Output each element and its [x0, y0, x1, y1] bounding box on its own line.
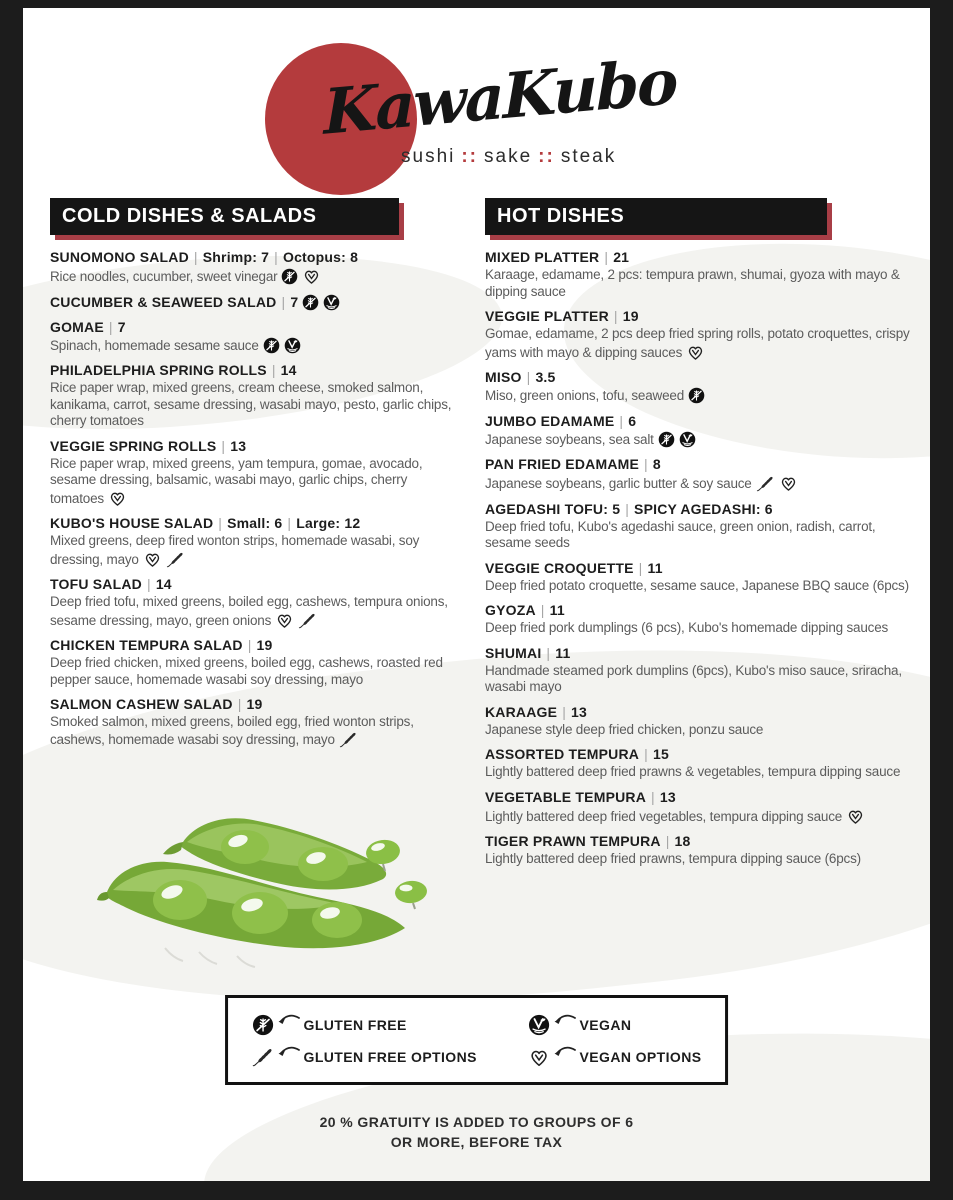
- menu-item: [485, 369, 915, 405]
- item-price: 11: [647, 559, 663, 576]
- title-pipe-separator: |: [193, 249, 198, 265]
- item-title: [50, 362, 462, 379]
- title-pipe-separator: |: [526, 369, 531, 385]
- gluten-free-icon: [263, 337, 280, 354]
- item-price: 11: [549, 602, 565, 618]
- item-price: 21: [613, 249, 630, 265]
- item-title: [50, 438, 462, 455]
- item-price: Small: 6: [227, 515, 283, 531]
- menu-item: [485, 560, 915, 595]
- menu-item: [485, 456, 915, 493]
- vegan-icon: [528, 1014, 550, 1036]
- item-description: Lightly battered deep fried prawns, tempura dipping sauce (6pcs): [485, 851, 861, 866]
- menu-item: [485, 833, 915, 868]
- gratuity-note: [23, 1112, 930, 1152]
- menu-item: [50, 696, 462, 748]
- menu-item: [485, 413, 915, 449]
- gluten-free-icon: [658, 431, 675, 448]
- item-description: Deep fried tofu, mixed greens, boiled egg, cashews, tempura onions, sesame dressing, mayo, green onions: [50, 594, 448, 628]
- item-title: [485, 413, 915, 430]
- legend-arrow-icon: [553, 1012, 577, 1030]
- title-pipe-separator: |: [665, 833, 670, 849]
- item-description: Deep fried pork dumplings (6 pcs), Kubo's homemade dipping sauces: [485, 620, 889, 635]
- menu-item: [485, 602, 915, 637]
- title-pipe-separator: |: [540, 602, 545, 618]
- title-pipe-separator: |: [644, 746, 648, 762]
- item-price: 19: [256, 637, 273, 653]
- menu-page: [23, 8, 930, 1181]
- menu-item: [485, 645, 915, 696]
- item-price: Octopus: 8: [282, 249, 359, 265]
- legend-entry: [528, 1046, 702, 1068]
- gratuity-line-2: OR MORE, BEFORE TAX: [390, 1134, 563, 1150]
- gluten-free-icon: [281, 268, 298, 285]
- item-description: Rice paper wrap, mixed greens, cream cheese, smoked salmon, kanikama, carrot, sesame dressing, wasabi mayo, pesto, garlic chips, cherry tomatoes: [50, 380, 452, 428]
- section-cold-dishes: [50, 198, 462, 756]
- title-pipe-separator: |: [271, 362, 276, 378]
- item-description: Miso, green onions, tofu, seaweed: [485, 387, 915, 405]
- title-pipe-separator: |: [638, 559, 643, 576]
- gluten-free-options-icon: [756, 475, 775, 492]
- title-pipe-separator: |: [619, 412, 624, 429]
- title-pipe-separator: |: [604, 249, 609, 265]
- item-title: [485, 704, 915, 721]
- vegan-icon: [323, 294, 340, 311]
- item-name: CHICKEN TEMPURA SALAD: [50, 637, 243, 653]
- item-title: [485, 501, 915, 518]
- vegan-icon: [284, 337, 301, 354]
- vegan-options-icon: [779, 474, 798, 492]
- item-title: [50, 294, 462, 311]
- edamame-illustration: [95, 800, 430, 980]
- menu-item: [485, 704, 915, 739]
- vegan-options-icon: [275, 611, 294, 629]
- item-description: Mixed greens, deep fired wonton strips, homemade wasabi, soy dressing, mayo: [50, 533, 420, 567]
- section-header-hot: HOT DISHES: [485, 198, 827, 235]
- title-pipe-separator: |: [546, 644, 551, 661]
- item-name: SHUMAI: [485, 644, 542, 661]
- item-title: [50, 249, 462, 266]
- item-title: [485, 746, 915, 763]
- cold-items-list: [50, 249, 462, 748]
- item-description: Rice paper wrap, mixed greens, yam tempura, gomae, avocado, sesame dressing, balsamic, wasabi mayo, garlic chips, cherry tomatoes: [50, 455, 423, 506]
- item-price: 7: [290, 293, 299, 310]
- menu-item: [50, 294, 462, 311]
- item-description: Lightly battered deep fried prawns & vegetables, tempura dipping sauce: [485, 764, 901, 779]
- menu-item: [485, 249, 915, 300]
- item-price: 13: [230, 437, 247, 454]
- item-description: Japanese style deep fried chicken, ponzu sauce: [485, 721, 764, 737]
- title-pipe-separator: |: [281, 293, 286, 310]
- item-price: 13: [571, 703, 588, 720]
- item-price: 19: [622, 308, 639, 324]
- item-price: 14: [155, 576, 172, 592]
- title-pipe-separator: |: [274, 249, 278, 265]
- item-description: Handmade steamed pork dumplins (6pcs), Kubo's miso sauce, sriracha, wasabi mayo: [485, 662, 902, 694]
- menu-item: [50, 249, 462, 286]
- tagline-word: sake: [484, 146, 533, 167]
- item-price: 3.5: [535, 369, 556, 385]
- item-price: 19: [246, 696, 263, 712]
- title-pipe-separator: |: [108, 318, 113, 335]
- title-pipe-separator: |: [613, 308, 618, 324]
- menu-item: [50, 515, 462, 568]
- item-name: SUNOMONO SALAD: [50, 249, 189, 265]
- title-pipe-separator: |: [625, 500, 630, 517]
- title-pipe-separator: |: [218, 515, 223, 531]
- item-price: 7: [117, 318, 126, 335]
- legend-arrow-icon: [553, 1044, 577, 1062]
- item-price: 14: [280, 362, 297, 378]
- title-pipe-separator: |: [247, 637, 252, 653]
- item-description: Deep fried potato croquette, sesame sauce, Japanese BBQ sauce (6pcs): [485, 577, 909, 593]
- item-price: 8: [652, 456, 661, 472]
- title-pipe-separator: |: [287, 515, 292, 531]
- item-name: PHILADELPHIA SPRING ROLLS: [50, 362, 267, 378]
- menu-item: [485, 501, 915, 552]
- gluten-free-icon: [252, 1014, 274, 1036]
- item-name: VEGGIE SPRING ROLLS: [50, 437, 217, 454]
- item-name: VEGETABLE TEMPURA: [485, 788, 647, 805]
- item-title: [50, 319, 462, 336]
- menu-item: [485, 308, 915, 361]
- item-name: AGEDASHI TOFU: 5: [485, 500, 621, 517]
- item-price: 6: [628, 412, 637, 429]
- item-title: [485, 560, 915, 577]
- item-description: Smoked salmon, mixed greens, boiled egg, fried wonton strips, cashews, homemade wasabi soy dressing, mayo: [50, 714, 414, 747]
- item-name: MIXED PLATTER: [485, 249, 600, 265]
- section-hot-dishes: [485, 198, 915, 876]
- legend-grid: [252, 1014, 702, 1068]
- item-name: TIGER PRAWN TEMPURA: [485, 833, 661, 849]
- item-description: Deep fried chicken, mixed greens, boiled egg, cashews, roasted red pepper sauce, homemade wasabi soy dressing, mayo: [50, 655, 443, 687]
- vegan-options-icon: [686, 343, 705, 361]
- tagline-separator: ::: [461, 146, 479, 167]
- menu-item: [50, 362, 462, 430]
- item-description: Rice noodles, cucumber, sweet vinegar: [50, 267, 462, 286]
- item-name: KARAAGE: [485, 703, 558, 720]
- menu-item: [485, 789, 915, 826]
- item-title: [485, 833, 915, 850]
- brand-name: KawaKubo: [323, 44, 677, 149]
- legend-arrow-icon: [277, 1044, 301, 1062]
- vegan-options-icon: [108, 489, 127, 507]
- item-price: Large: 12: [296, 515, 361, 531]
- item-description: Japanese soybeans, garlic butter & soy sauce: [485, 474, 915, 493]
- logo-tagline: [401, 146, 616, 168]
- tagline-separator: ::: [538, 146, 555, 167]
- menu-item: [50, 319, 462, 355]
- item-title: [50, 576, 462, 593]
- item-name: SALMON CASHEW SALAD: [50, 696, 233, 712]
- item-price: 18: [674, 833, 691, 849]
- item-name: CUCUMBER & SEAWEED SALAD: [50, 293, 277, 310]
- gluten-free-options-icon: [166, 551, 185, 568]
- title-pipe-separator: |: [644, 456, 648, 472]
- legend-label: GLUTEN FREE OPTIONS: [303, 1049, 477, 1065]
- item-title: [485, 249, 915, 266]
- menu-item: [50, 576, 462, 629]
- menu-item: [50, 438, 462, 508]
- legend-label: GLUTEN FREE: [303, 1017, 407, 1033]
- item-price: 11: [555, 644, 571, 661]
- legend-entry: [252, 1046, 502, 1068]
- item-name: MISO: [485, 369, 522, 385]
- legend-arrow-icon: [277, 1012, 301, 1030]
- gratuity-line-1: 20 % GRATUITY IS ADDED TO GROUPS OF 6: [319, 1114, 634, 1130]
- legend-entry: [252, 1014, 502, 1036]
- item-price: Shrimp: 7: [202, 249, 270, 265]
- vegan-options-icon: [302, 267, 321, 285]
- legend-box: [225, 995, 729, 1085]
- title-pipe-separator: |: [237, 696, 242, 712]
- item-name: KUBO'S HOUSE SALAD: [50, 515, 214, 531]
- item-price: 15: [652, 746, 669, 762]
- gluten-free-options-icon: [252, 1046, 274, 1068]
- item-name: JUMBO EDAMAME: [485, 412, 615, 429]
- vegan-options-icon: [528, 1046, 550, 1068]
- vegan-icon: [679, 431, 696, 448]
- item-description: Deep fried tofu, Kubo's agedashi sauce, green onion, radish, carrot, sesame seeds: [485, 518, 876, 550]
- legend-label: VEGAN: [579, 1017, 632, 1033]
- vegan-options-icon: [846, 807, 865, 825]
- item-description: Gomae, edamame, 2 pcs deep fried spring rolls, potato croquettes, crispy yams with mayo & dipping sauces: [485, 326, 910, 360]
- item-price: 13: [659, 788, 676, 805]
- item-title: [485, 369, 915, 386]
- tagline-word: steak: [560, 146, 617, 167]
- item-name: PAN FRIED EDAMAME: [485, 456, 640, 472]
- title-pipe-separator: |: [562, 703, 567, 720]
- item-description: Japanese soybeans, sea salt: [485, 431, 915, 449]
- item-title: [485, 456, 915, 473]
- section-header-cold: COLD DISHES & SALADS: [50, 198, 399, 235]
- item-title: [485, 789, 915, 806]
- item-name: TOFU SALAD: [50, 576, 142, 592]
- item-name: GOMAE: [50, 318, 104, 335]
- gluten-free-icon: [688, 387, 705, 404]
- menu-item: [50, 637, 462, 688]
- item-name: VEGGIE PLATTER: [485, 308, 609, 324]
- title-pipe-separator: |: [651, 788, 655, 805]
- gluten-free-options-icon: [339, 731, 358, 748]
- hot-items-list: [485, 249, 915, 868]
- gluten-free-options-icon: [298, 612, 317, 629]
- item-title: [50, 515, 462, 532]
- legend-label: VEGAN OPTIONS: [579, 1049, 702, 1065]
- item-price: SPICY AGEDASHI: 6: [634, 500, 773, 517]
- vegan-options-icon: [143, 550, 162, 568]
- item-title: [485, 308, 915, 325]
- item-name: VEGGIE CROQUETTE: [485, 559, 634, 576]
- legend-entry: [528, 1014, 702, 1036]
- title-pipe-separator: |: [221, 437, 226, 454]
- item-name: GYOZA: [485, 602, 536, 618]
- item-name: ASSORTED TEMPURA: [485, 746, 640, 762]
- item-title: [485, 645, 915, 662]
- title-pipe-separator: |: [146, 576, 151, 592]
- item-description: Lightly battered deep fried vegetables, tempura dipping sauce: [485, 807, 915, 826]
- gluten-free-icon: [302, 294, 319, 311]
- tagline-word: sushi: [401, 146, 456, 167]
- menu-item: [485, 746, 915, 781]
- item-title: [50, 696, 462, 713]
- item-title: [485, 602, 915, 619]
- item-description: Karaage, edamame, 2 pcs: tempura prawn, shumai, gyoza with mayo & dipping sauce: [485, 267, 900, 299]
- item-title: [50, 637, 462, 654]
- item-description: Spinach, homemade sesame sauce: [50, 337, 462, 355]
